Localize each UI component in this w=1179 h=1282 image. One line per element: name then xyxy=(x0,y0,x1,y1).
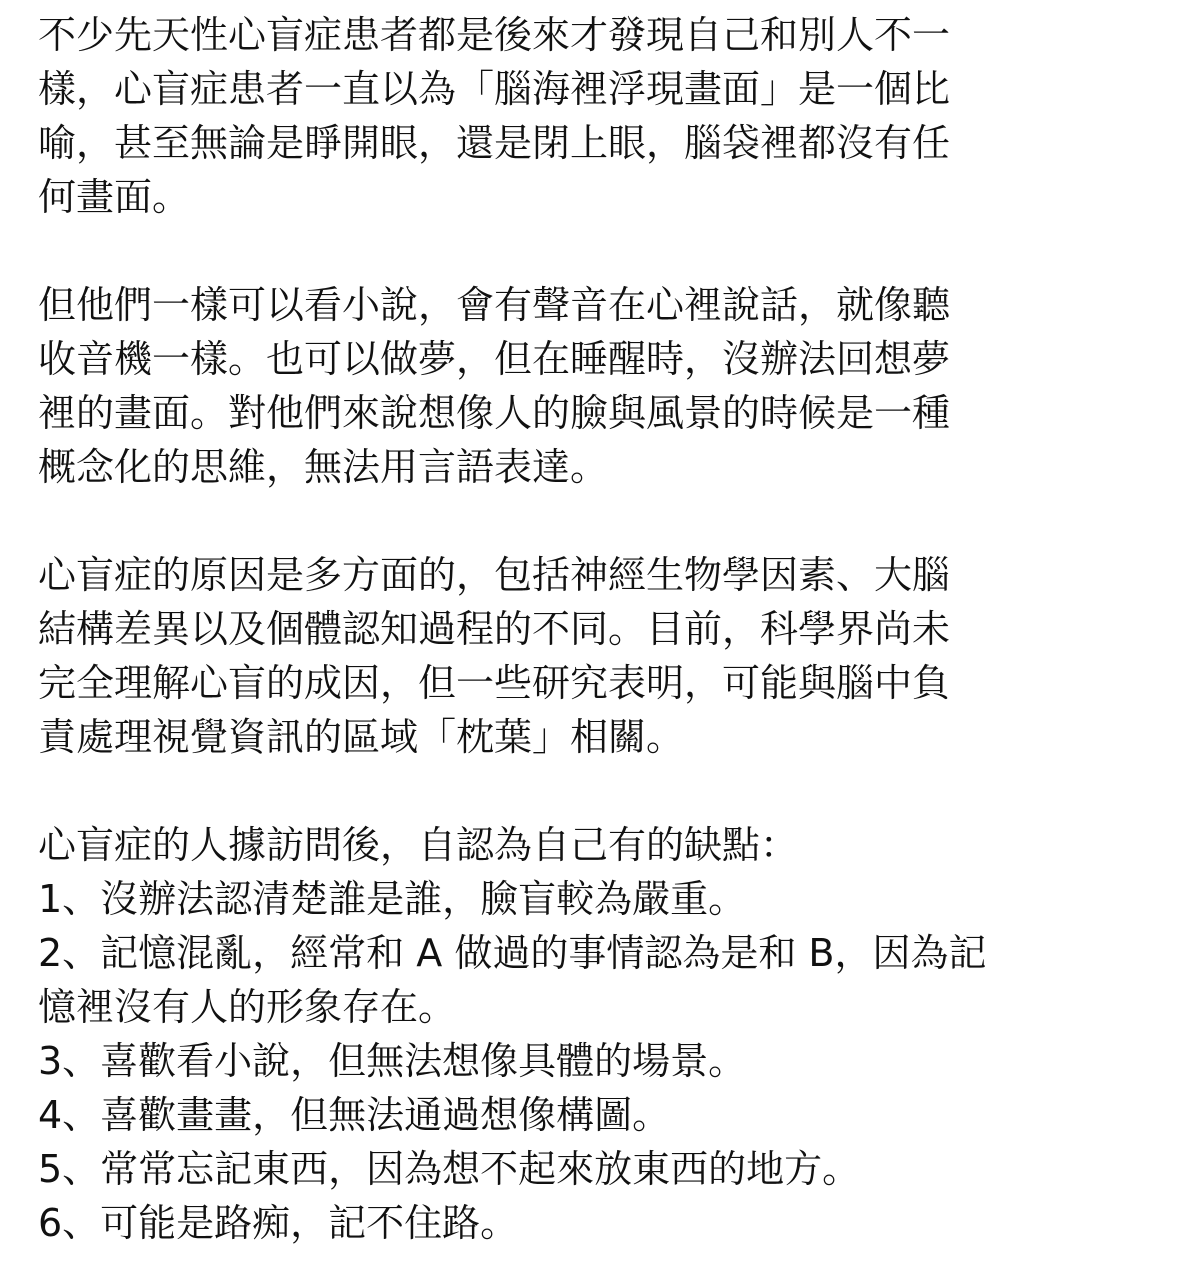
text-line: 但他們一樣可以看小說，會有聲音在心裡說話，就像聽 xyxy=(38,283,951,327)
list-item: 3、喜歡看小說，但無法想像具體的場景。 xyxy=(38,1039,747,1083)
paragraph-causes xyxy=(38,548,1148,764)
text-line: 概念化的思維，無法用言語表達。 xyxy=(38,445,609,489)
text-line: 喻，甚至無論是睜開眼，還是閉上眼，腦袋裡都沒有任 xyxy=(38,121,951,165)
list-item: 2、記憶混亂，經常和 A 做過的事情認為是和 B，因為記 xyxy=(38,931,987,975)
list-item: 4、喜歡畫畫，但無法通過想像構圖。 xyxy=(38,1093,671,1137)
list-heading: 心盲症的人據訪問後，自認為自己有的缺點： xyxy=(38,823,799,867)
text-line: 收音機一樣。也可以做夢，但在睡醒時，沒辦法回想夢 xyxy=(38,337,951,381)
text-line: 責處理視覺資訊的區域「枕葉」相關。 xyxy=(38,715,685,759)
list-item: 1、沒辦法認清楚誰是誰，臉盲較為嚴重。 xyxy=(38,877,747,921)
text-line: 心盲症的原因是多方面的，包括神經生物學因素、大腦 xyxy=(38,553,951,597)
article-body xyxy=(38,8,1148,1250)
text-line: 何畫面。 xyxy=(38,175,191,219)
text-line: 結構差異以及個體認知過程的不同。目前，科學界尚未 xyxy=(38,607,951,651)
paragraph-experience xyxy=(38,278,1148,494)
text-line: 不少先天性心盲症患者都是後來才發現自己和別人不一 xyxy=(38,13,951,57)
list-item: 6、可能是路痴，記不住路。 xyxy=(38,1201,519,1245)
paragraph-drawbacks-list xyxy=(38,818,1148,1250)
text-line: 完全理解心盲的成因，但一些研究表明，可能與腦中負 xyxy=(38,661,951,705)
text-line: 樣，心盲症患者一直以為「腦海裡浮現畫面」是一個比 xyxy=(38,67,951,111)
text-line: 裡的畫面。對他們來說想像人的臉與風景的時候是一種 xyxy=(38,391,951,435)
paragraph-intro xyxy=(38,8,1148,224)
list-item-continuation: 憶裡沒有人的形象存在。 xyxy=(38,985,457,1029)
list-item: 5、常常忘記東西，因為想不起來放東西的地方。 xyxy=(38,1147,861,1191)
